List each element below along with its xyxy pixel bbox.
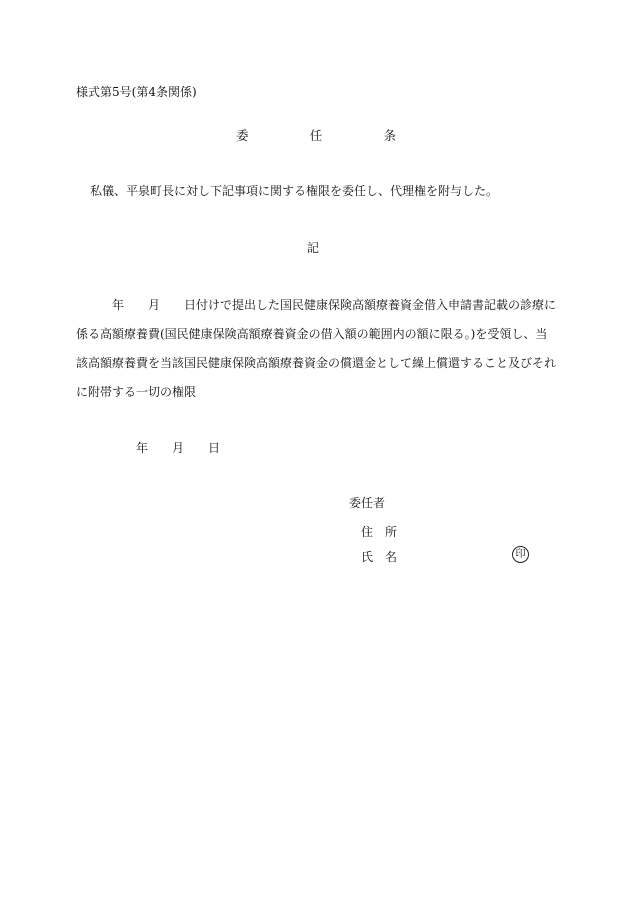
delegator-label: 委任者 [349, 496, 386, 510]
body-line-4: に附帯する一切の権限 [76, 385, 197, 399]
date-line: 年 月 日 [136, 441, 221, 455]
intro-statement: 私儀、平泉町長に対し下記事項に関する権限を委任し、代理権を附与した。 [90, 184, 499, 198]
form-number: 様式第5号(第4条関係) [76, 85, 197, 99]
ki-heading: 記 [307, 241, 320, 255]
body-line-3: 該高額療養費を当該国民健康保険高額療養資金の償還金として繰上償還すること及びそれ [76, 356, 557, 370]
body-line-1: 年 月 日付けで提出した国民健康保険高額療養資金借入申請書記載の診療に [76, 298, 557, 312]
title-char-3: 条 [383, 128, 396, 143]
body-line-2: 係る高額療養費(国民健康保険高額療養資金の借入額の範囲内の額に限る。)を受領し、当 [76, 327, 548, 341]
document-title [236, 128, 396, 144]
seal-mark: 印 [512, 546, 529, 563]
title-char-2: 任 [309, 128, 323, 143]
title-char-1: 委 [236, 128, 249, 143]
name-label: 氏 名 [361, 550, 398, 564]
address-label: 住 所 [361, 525, 398, 539]
